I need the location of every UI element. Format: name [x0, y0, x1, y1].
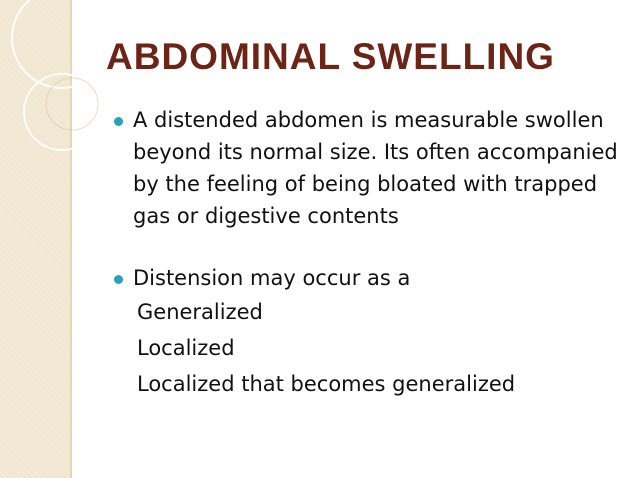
sub-list-item: Generalized: [137, 300, 263, 324]
bullet-text: A distended abdomen is measurable swollen beyond its normal size. Its often accompanied by the feeling of being bloated with trapped gas or digestive contents: [133, 108, 618, 228]
decorative-circle-medium: [24, 74, 100, 150]
bullet-dot-icon: [114, 275, 123, 284]
sub-list: [111, 294, 621, 402]
bullet-item: [111, 104, 621, 232]
sub-list-item: Localized: [137, 336, 235, 360]
slide-content: [111, 104, 621, 402]
decorative-circles: [0, 0, 120, 200]
bullet-dot-icon: [114, 117, 123, 126]
decorative-circle-small: [46, 78, 98, 130]
bullet-text: Distension may occur as a: [133, 266, 411, 290]
slide-title: ABDOMINAL SWELLING: [106, 36, 555, 77]
sub-list-item: Localized that becomes generalized: [137, 372, 516, 396]
bullet-item: [111, 262, 621, 294]
